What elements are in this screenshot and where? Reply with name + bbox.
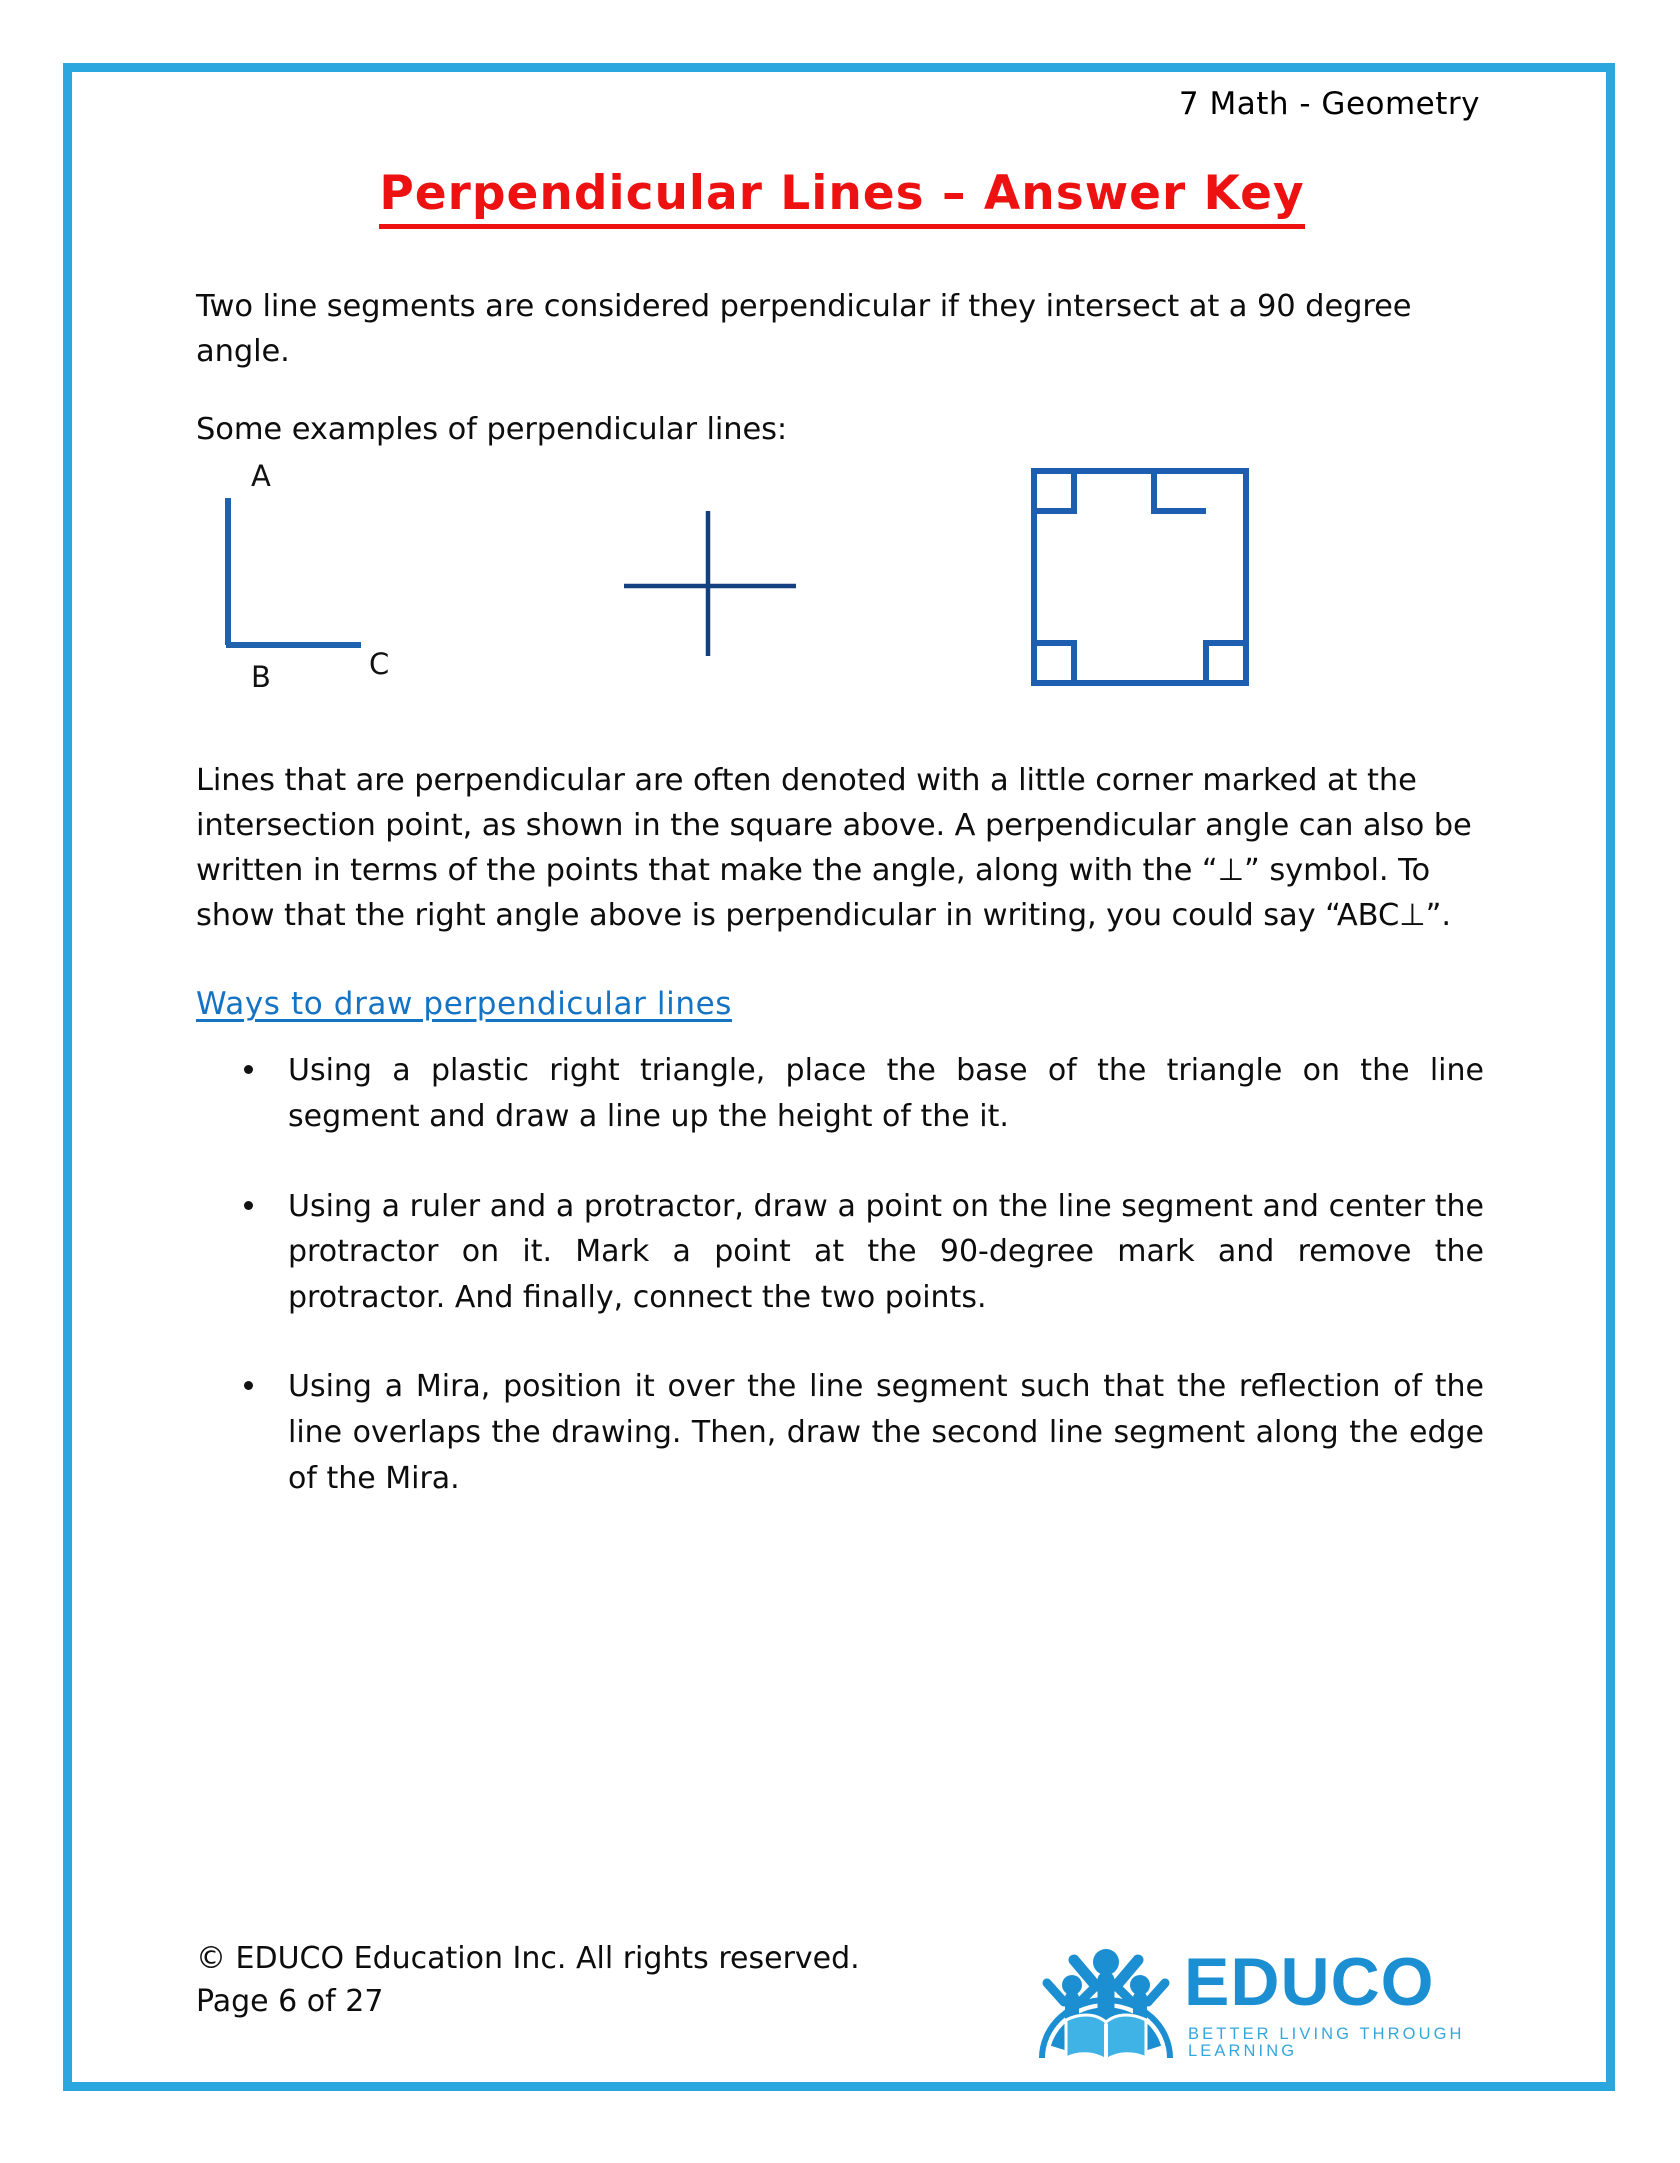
explanation-paragraph: Lines that are perpendicular are often denoted with a little corner marked at the intersection point, as shown in the square above. A perpendicular angle can also be written in terms of the points that make the angle, along with the “⊥” symbol. To show that the right angle above is perpendicular in writing, you could say “ABC⊥”. xyxy=(196,763,1472,933)
list-item xyxy=(196,1048,1488,1139)
figure-perpendicular-cross xyxy=(596,491,836,671)
intro-paragraph: Two line segments are considered perpendicular if they intersect at a 90 degree angle. xyxy=(196,288,1412,369)
bullet-icon xyxy=(244,1381,253,1390)
square-svg xyxy=(1026,463,1266,703)
list-item xyxy=(196,1184,1488,1321)
list-item xyxy=(196,1364,1488,1501)
list-item-text: Using a ruler and a protractor, draw a point on the line segment and center the protractor on it. Mark a point at the 90-degree mark and remove the protractor. And finally, connect the two points. xyxy=(288,1188,1484,1315)
educo-tagline: BETTER LIVING THROUGH LEARNING xyxy=(1188,2025,1465,2060)
figure-row xyxy=(196,459,1488,713)
bullet-icon xyxy=(244,1065,253,1074)
methods-list xyxy=(196,1048,1488,1501)
list-item-text: Using a plastic right triangle, place the base of the triangle on the line segment and draw a line up the height of the it. xyxy=(288,1053,1484,1135)
cross-svg xyxy=(596,491,836,671)
page-number-text: Page 6 of 27 xyxy=(196,1983,384,2019)
footer-copyright-block xyxy=(196,1938,860,2023)
figure-label-a: A xyxy=(251,459,271,494)
examples-lead-text: Some examples of perpendicular lines: xyxy=(196,412,788,448)
figure-label-b: B xyxy=(251,660,271,695)
page-footer xyxy=(196,1938,1496,2088)
course-header: 7 Math - Geometry xyxy=(1178,86,1480,122)
copyright-text: © EDUCO Education Inc. All rights reserved. xyxy=(196,1941,860,1976)
educo-emblem-icon xyxy=(1036,1940,1176,2066)
list-item-text: Using a Mira, position it over the line segment such that the reflection of the line overlaps the drawing. Then, draw the second line segment along the edge of the Mira. xyxy=(288,1369,1484,1496)
right-angle-svg xyxy=(196,493,426,693)
page-content xyxy=(196,86,1488,1545)
educo-logo xyxy=(1036,1938,1466,2068)
page-title xyxy=(196,166,1488,233)
section-heading-ways-to-draw: Ways to draw perpendicular lines xyxy=(196,986,732,1023)
figure-right-angle-abc xyxy=(196,459,426,695)
figure-square-right-angles xyxy=(1026,463,1276,713)
figure-label-c: C xyxy=(369,647,390,682)
page-title-text: Perpendicular Lines – Answer Key xyxy=(379,168,1304,229)
bullet-icon xyxy=(244,1201,253,1210)
educo-wordmark: EDUCO xyxy=(1184,1944,1435,2020)
